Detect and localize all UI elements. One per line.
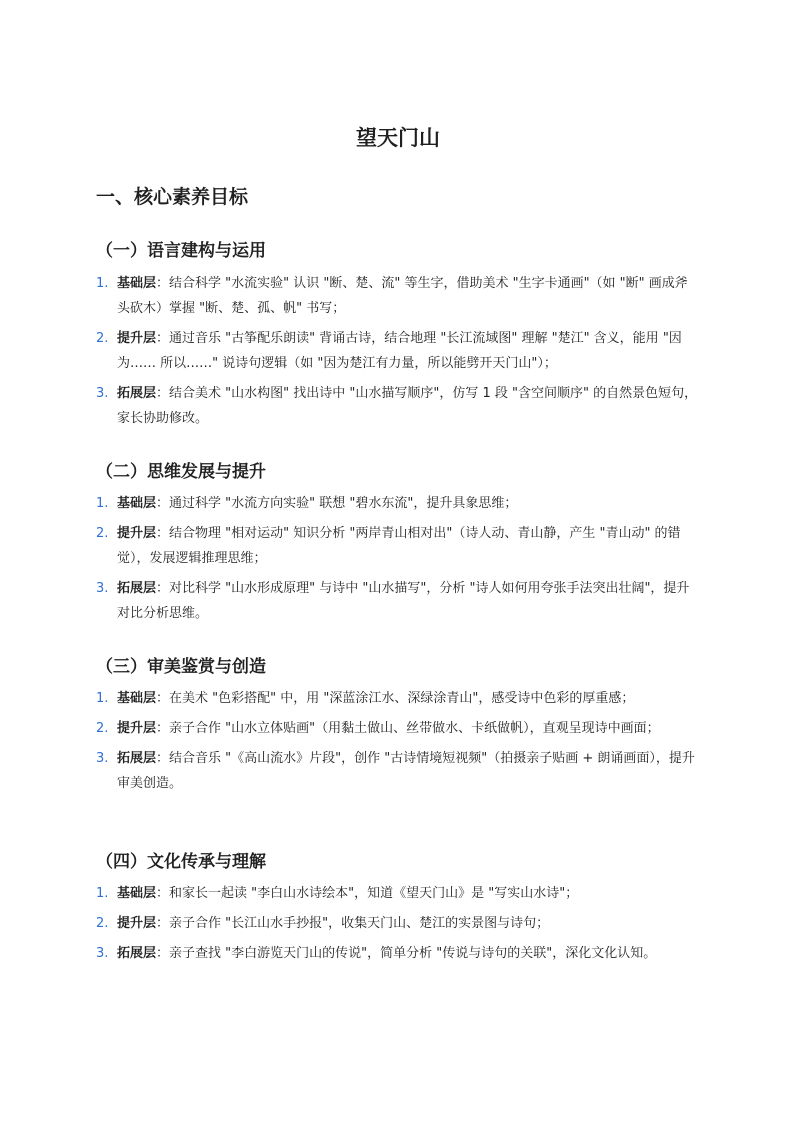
level-label: 拓展层: [117, 751, 157, 766]
item-text: ：结合美术 "山水构图" 找出诗中 "山水描写顺序"，仿写 1 段 "含空间顺序" 的自然景色短句，家长协助修改。: [117, 386, 698, 426]
list-item: [96, 941, 700, 966]
list-number: 2.: [96, 916, 109, 931]
list-item: [96, 746, 700, 796]
document-title: 望天门山: [356, 126, 440, 150]
list-number: 2.: [96, 331, 109, 346]
list-item: [96, 521, 700, 571]
level-label: 基础层: [117, 886, 157, 901]
numbered-list: [96, 686, 700, 801]
list-item: [96, 686, 700, 711]
list-item: [96, 491, 700, 516]
item-text: ：对比科学 "山水形成原理" 与诗中 "山水描写"，分析 "诗人如何用夸张手法突出壮阔"，提升对比分析思维。: [117, 581, 690, 621]
level-label: 提升层: [117, 916, 157, 931]
list-number: 3.: [96, 751, 109, 766]
item-text: ：通过科学 "水流方向实验" 联想 "碧水东流"，提升具象思维；: [156, 496, 518, 511]
list-item: [96, 716, 700, 741]
list-number: 1.: [96, 496, 109, 511]
item-text: ：亲子合作 "山水立体贴画"（用黏土做山、丝带做水、卡纸做帆），直观呈现诗中画面；: [156, 721, 660, 736]
list-number: 2.: [96, 721, 109, 736]
list-item: [96, 576, 700, 626]
subsection-heading: （三）审美鉴赏与创造: [96, 657, 266, 677]
list-item: [96, 326, 700, 376]
list-item: [96, 881, 700, 906]
list-number: 1.: [96, 276, 109, 291]
list-item: [96, 381, 700, 431]
list-number: 3.: [96, 946, 109, 961]
list-item: [96, 911, 700, 936]
level-label: 基础层: [117, 691, 157, 706]
item-text: ：和家长一起读 "李白山水诗绘本"，知道《望天门山》是 "写实山水诗"；: [156, 886, 579, 901]
item-text: ：亲子查找 "李白游览天门山的传说"，简单分析 "传说与诗句的关联"，深化文化认知。: [156, 946, 657, 961]
subsection-heading: （四）文化传承与理解: [96, 852, 266, 872]
item-text: ：亲子合作 "长江山水手抄报"，收集天门山、楚江的实景图与诗句；: [156, 916, 550, 931]
item-text: ：通过音乐 "古筝配乐朗读" 背诵古诗，结合地理 "长江流域图" 理解 "楚江" 含义，能用 "因为…… 所以……" 说诗句逻辑（如 "因为楚江有力量，所以能劈开天门山"）；: [117, 331, 682, 371]
list-number: 3.: [96, 386, 109, 401]
subsection-heading: （一）语言建构与运用: [96, 241, 266, 261]
list-number: 3.: [96, 581, 109, 596]
list-item: [96, 271, 700, 321]
item-text: ：在美术 "色彩搭配" 中，用 "深蓝涂江水、深绿涂青山"，感受诗中色彩的厚重感；: [156, 691, 635, 706]
level-label: 拓展层: [117, 946, 157, 961]
level-label: 拓展层: [117, 386, 157, 401]
numbered-list: [96, 271, 700, 436]
item-text: ：结合科学 "水流实验" 认识 "断、楚、流" 等生字，借助美术 "生字卡通画"（如 "断" 画成斧头砍木）掌握 "断、楚、孤、帆" 书写；: [117, 276, 688, 316]
list-number: 2.: [96, 526, 109, 541]
item-text: ：结合物理 "相对运动" 知识分析 "两岸青山相对出"（诗人动、青山静，产生 "青山动" 的错觉），发展逻辑推理思维；: [117, 526, 681, 566]
item-text: ：结合音乐 "《高山流水》片段"，创作 "古诗情境短视频"（拍摄亲子贴画 + 朗诵画面），提升审美创造。: [117, 751, 695, 791]
level-label: 基础层: [117, 496, 157, 511]
level-label: 拓展层: [117, 581, 157, 596]
list-number: 1.: [96, 886, 109, 901]
subsection-heading: （二）思维发展与提升: [96, 462, 266, 482]
level-label: 提升层: [117, 526, 157, 541]
numbered-list: [96, 881, 700, 971]
level-label: 提升层: [117, 331, 157, 346]
level-label: 基础层: [117, 276, 157, 291]
level-label: 提升层: [117, 721, 157, 736]
list-number: 1.: [96, 691, 109, 706]
section-heading: 一、核心素养目标: [96, 186, 249, 208]
numbered-list: [96, 491, 700, 631]
